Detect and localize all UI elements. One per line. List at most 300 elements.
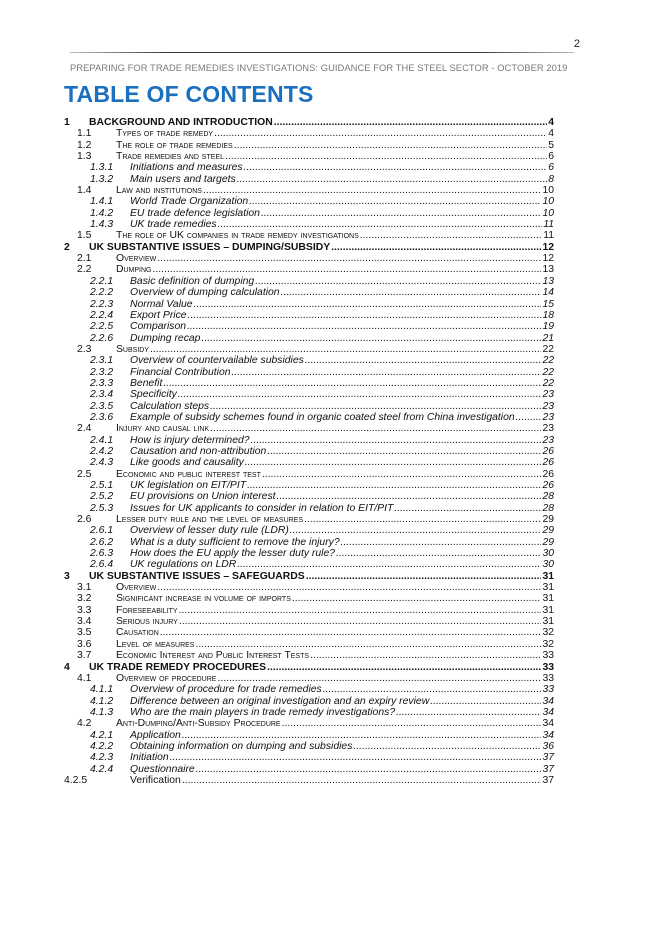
toc-entry-number: 3.2 <box>77 593 92 605</box>
toc-entry-title: The role of trade remedies <box>116 139 233 151</box>
toc-entry-page: 12 <box>542 253 554 265</box>
toc-entry-title: Overview <box>116 253 157 265</box>
toc-entry-title: Causation <box>116 627 159 639</box>
toc-entry-page: 23 <box>542 434 554 446</box>
toc-entry[interactable] <box>64 367 554 378</box>
toc-entry-title: Main users and targets <box>130 173 236 185</box>
dot-leader <box>341 537 542 548</box>
dot-leader <box>225 151 547 162</box>
toc-entry[interactable] <box>64 469 554 480</box>
toc-entry-number: 2.4.2 <box>90 445 114 457</box>
toc-entry-number: 3.6 <box>77 638 92 650</box>
dot-leader <box>196 764 542 775</box>
toc-entry-page: 8 <box>548 173 554 185</box>
toc-entry[interactable] <box>64 174 554 185</box>
toc-entry-number: 2.3.4 <box>90 389 114 401</box>
toc-entry-page: 23 <box>542 389 554 401</box>
toc-entry-page: 22 <box>542 366 554 378</box>
toc-entry-number: 4.2.2 <box>90 740 114 752</box>
toc-entry-number: 1 <box>64 117 70 128</box>
toc-entry-number: 2.5.3 <box>90 502 114 514</box>
toc-entry-page: 37 <box>542 774 554 786</box>
dot-leader <box>247 480 541 491</box>
toc-entry-number: 1.4.3 <box>90 219 114 231</box>
dot-leader <box>234 140 548 151</box>
toc-entry[interactable] <box>64 605 554 616</box>
dot-leader <box>214 128 547 139</box>
dot-leader <box>304 514 541 525</box>
toc-entry-page: 13 <box>542 275 554 287</box>
toc-entry-number: 2.2.6 <box>90 332 114 344</box>
toc-entry-number: 4.1.2 <box>90 695 114 707</box>
dot-leader <box>292 593 542 604</box>
dot-leader <box>310 650 541 661</box>
toc-entry-title: The role of UK companies in trade remedy investigations <box>116 230 359 242</box>
toc-entry-title: UK regulations on LDR <box>130 559 237 571</box>
dot-leader <box>267 662 541 673</box>
toc-entry-title: Financial Contribution <box>130 366 231 378</box>
toc-entry-page: 5 <box>548 139 554 151</box>
toc-entry-title: Dumping recap <box>130 332 201 344</box>
dot-leader <box>290 525 542 536</box>
toc-entry-number: 2.1 <box>77 253 92 265</box>
toc-entry-number: 4.1.3 <box>90 706 114 718</box>
toc-entry-page: 31 <box>542 593 554 605</box>
toc-entry[interactable] <box>64 287 554 298</box>
toc-entry-number: 4.2.4 <box>90 763 114 775</box>
toc-entry-page: 31 <box>542 582 554 594</box>
toc-entry-number: 4 <box>64 661 70 673</box>
toc-entry-title: Specificity <box>130 389 177 401</box>
dot-leader <box>516 412 542 423</box>
dot-leader <box>237 174 548 185</box>
toc-entry-title: Issues for UK applicants to consider in relation to EIT/PIT <box>130 502 394 514</box>
toc-entry-title: How does the EU apply the lesser duty rule? <box>130 548 336 560</box>
toc-entry-number: 1.3 <box>77 151 92 163</box>
toc-entry[interactable] <box>64 752 554 763</box>
toc-entry-title: Overview of lesser duty rule (LDR) <box>130 525 289 537</box>
toc-entry-number: 2.5.2 <box>90 491 114 503</box>
toc-entry[interactable] <box>64 684 554 695</box>
dot-leader <box>170 752 542 763</box>
toc-entry-title: Dumping <box>116 264 152 276</box>
toc-entry-number: 1.4.1 <box>90 196 114 208</box>
toc-entry-number: 2.3 <box>77 343 92 355</box>
toc-entry-number: 2.4.1 <box>90 434 114 446</box>
toc-entry[interactable] <box>64 491 554 502</box>
toc-entry[interactable] <box>64 378 554 389</box>
toc-entry-number: 4.1.1 <box>90 684 114 696</box>
toc-entry[interactable] <box>64 514 554 525</box>
toc-entry-title: Level of measures <box>116 638 195 650</box>
toc-entry[interactable] <box>64 299 554 310</box>
toc-entry-title: EU trade defence legislation <box>130 207 260 219</box>
toc-entry-number: 2 <box>64 241 70 253</box>
toc-entry[interactable] <box>64 503 554 514</box>
toc-entry[interactable] <box>64 457 554 468</box>
toc-entry-page: 23 <box>542 423 554 435</box>
dot-leader <box>360 230 542 241</box>
toc-entry-title: Obtaining information on dumping and subsidies <box>130 740 353 752</box>
toc-title: TABLE OF CONTENTS <box>64 81 314 107</box>
toc-entry-title: Initiation <box>130 752 169 764</box>
toc-entry-title: Anti-Dumping/Anti-Subsidy Procedure <box>116 718 281 730</box>
table-of-contents <box>64 117 554 786</box>
toc-entry-page: 22 <box>542 355 554 367</box>
toc-entry-number: 2.5 <box>77 468 92 480</box>
toc-entry-number: 2.2.5 <box>90 321 114 333</box>
toc-entry[interactable] <box>64 401 554 412</box>
toc-entry[interactable] <box>64 627 554 638</box>
toc-entry-number: 2.3.6 <box>90 411 114 423</box>
toc-entry[interactable] <box>64 639 554 650</box>
toc-entry-page: 10 <box>542 185 554 197</box>
toc-entry-title: BACKGROUND AND INTRODUCTION <box>89 117 273 128</box>
toc-entry-page: 31 <box>542 604 554 616</box>
dot-leader <box>281 287 542 298</box>
toc-entry-page: 26 <box>542 480 554 491</box>
toc-entry-page: 29 <box>542 525 554 537</box>
toc-entry[interactable] <box>64 128 554 139</box>
toc-entry-number: 1.3.2 <box>90 173 114 185</box>
toc-entry-page: 12 <box>542 241 554 253</box>
toc-entry-page: 33 <box>542 650 554 662</box>
toc-entry-title: Causation and non-attribution <box>130 445 267 457</box>
toc-entry-title: Difference between an original investigation and an expiry review <box>130 695 430 707</box>
toc-entry[interactable] <box>64 571 554 582</box>
toc-entry-number: 4.1 <box>77 672 92 684</box>
toc-entry-page: 14 <box>542 287 554 299</box>
toc-entry-page: 34 <box>542 729 554 741</box>
toc-entry-number: 3.3 <box>77 604 92 616</box>
dot-leader <box>179 605 542 616</box>
toc-entry-title: Export Price <box>130 309 187 321</box>
toc-entry[interactable] <box>64 446 554 457</box>
toc-entry-page: 36 <box>542 740 554 752</box>
toc-entry-number: 3.4 <box>77 616 92 628</box>
toc-entry-title: UK legislation on EIT/PIT <box>130 480 247 491</box>
toc-entry[interactable] <box>64 662 554 673</box>
toc-entry-number: 2.5.1 <box>90 480 114 491</box>
running-header: PREPARING FOR TRADE REMEDIES INVESTIGATIONS: GUIDANCE FOR THE STEEL SECTOR - OCTOBER 2019 <box>70 62 568 73</box>
toc-entry[interactable] <box>64 355 554 366</box>
toc-entry-page: 34 <box>542 706 554 718</box>
toc-entry[interactable] <box>64 242 554 253</box>
toc-entry[interactable] <box>64 593 554 604</box>
toc-entry-title: Benefit <box>130 377 163 389</box>
toc-entry[interactable] <box>64 537 554 548</box>
toc-entry-page: 13 <box>542 264 554 276</box>
toc-entry-number: 2.2.2 <box>90 287 114 299</box>
toc-entry-page: 32 <box>542 627 554 639</box>
toc-entry-page: 15 <box>542 298 554 310</box>
toc-entry-title: UK SUBSTANTIVE ISSUES – DUMPING/SUBSIDY <box>89 241 331 253</box>
toc-entry[interactable] <box>64 730 554 741</box>
toc-entry-page: 33 <box>542 661 554 673</box>
toc-entry-number: 2.3.1 <box>90 355 114 367</box>
toc-entry-page: 37 <box>542 763 554 775</box>
toc-entry[interactable] <box>64 559 554 570</box>
toc-entry-page: 33 <box>542 672 554 684</box>
toc-entry-page: 32 <box>542 638 554 650</box>
toc-entry-page: 19 <box>542 321 554 333</box>
header-divider <box>70 52 574 53</box>
toc-entry-page: 33 <box>542 684 554 696</box>
toc-entry[interactable] <box>64 435 554 446</box>
toc-entry[interactable] <box>64 230 554 241</box>
toc-entry[interactable] <box>64 389 554 400</box>
toc-entry[interactable] <box>64 208 554 219</box>
dot-leader <box>201 333 541 344</box>
toc-entry[interactable] <box>64 741 554 752</box>
toc-entry-number: 2.2.4 <box>90 309 114 321</box>
toc-entry-page: 26 <box>542 457 554 469</box>
dot-leader <box>188 310 542 321</box>
toc-entry-title: Law and institutions <box>116 185 202 197</box>
toc-entry-page: 6 <box>548 151 554 163</box>
toc-entry-page: 31 <box>542 616 554 628</box>
toc-entry-title: World Trade Organization <box>130 196 249 208</box>
toc-entry-title: Example of subsidy schemes found in organic coated steel from China investigation <box>130 411 515 423</box>
dot-leader <box>336 548 541 559</box>
toc-entry-page: 29 <box>542 536 554 548</box>
toc-entry-title: Foreseeability <box>116 604 178 616</box>
toc-entry-title: Who are the main players in trade remedy investigations? <box>130 706 396 718</box>
toc-entry[interactable] <box>64 344 554 355</box>
toc-entry-number: 3 <box>64 570 70 582</box>
toc-entry[interactable] <box>64 764 554 775</box>
toc-entry-title: UK trade remedies <box>130 219 217 231</box>
toc-entry-title: How is injury determined? <box>130 434 250 446</box>
toc-entry-number: 2.4.3 <box>90 457 114 469</box>
toc-entry-title: What is a duty sufficient to remove the injury? <box>130 536 340 548</box>
toc-entry[interactable] <box>64 616 554 627</box>
toc-entry[interactable] <box>64 775 554 786</box>
dot-leader <box>203 185 541 196</box>
toc-entry[interactable] <box>64 673 554 684</box>
dot-leader <box>182 730 542 741</box>
toc-entry-number: 4.2.1 <box>90 729 114 741</box>
toc-entry-number: 1.4.2 <box>90 207 114 219</box>
toc-entry-number: 3.1 <box>77 582 92 594</box>
dot-leader <box>430 696 541 707</box>
toc-entry[interactable] <box>64 264 554 275</box>
dot-leader <box>249 196 541 207</box>
toc-entry-page: 28 <box>542 502 554 514</box>
toc-entry-number: 3.7 <box>77 650 92 662</box>
dot-leader <box>157 253 541 264</box>
toc-entry[interactable] <box>64 117 554 128</box>
toc-entry-number: 2.6.4 <box>90 559 114 571</box>
dot-leader <box>306 571 542 582</box>
toc-entry-title: UK TRADE REMEDY PROCEDURES <box>89 661 267 673</box>
toc-entry[interactable] <box>64 321 554 332</box>
toc-entry-title: UK SUBSTANTIVE ISSUES – SAFEGUARDS <box>89 570 305 582</box>
toc-entry[interactable] <box>64 333 554 344</box>
toc-entry[interactable] <box>64 548 554 559</box>
toc-entry-number: 1.2 <box>77 139 92 151</box>
toc-entry[interactable] <box>64 219 554 230</box>
dot-leader <box>194 299 542 310</box>
toc-entry-page: 21 <box>542 332 554 344</box>
toc-entry[interactable] <box>64 650 554 661</box>
dot-leader <box>157 582 541 593</box>
dot-leader <box>178 389 542 400</box>
toc-entry-page: 28 <box>542 491 554 503</box>
dot-leader <box>217 673 541 684</box>
toc-entry[interactable] <box>64 423 554 434</box>
toc-entry-title: Injury and causal link <box>116 423 210 435</box>
toc-entry-page: 31 <box>542 570 554 582</box>
dot-leader <box>245 457 542 468</box>
toc-entry[interactable] <box>64 696 554 707</box>
toc-entry-title: Serious injury <box>116 616 178 628</box>
dot-leader <box>323 684 542 695</box>
dot-leader <box>195 639 541 650</box>
toc-entry-title: Application <box>130 729 181 741</box>
dot-leader <box>394 503 541 514</box>
toc-entry[interactable] <box>64 185 554 196</box>
toc-entry-number: 2.6.1 <box>90 525 114 537</box>
page-number: 2 <box>573 38 580 50</box>
dot-leader <box>179 616 542 627</box>
toc-entry-number: 3.5 <box>77 627 92 639</box>
dot-leader <box>282 718 542 729</box>
toc-entry-number: 2.2.3 <box>90 298 114 310</box>
dot-leader <box>182 775 542 786</box>
toc-entry-page: 34 <box>542 695 554 707</box>
toc-entry[interactable] <box>64 582 554 593</box>
toc-entry[interactable] <box>64 253 554 264</box>
toc-entry[interactable] <box>64 276 554 287</box>
toc-entry-number: 2.6.3 <box>90 548 114 560</box>
toc-entry-title: Overview <box>116 582 157 594</box>
toc-entry[interactable] <box>64 151 554 162</box>
dot-leader <box>187 321 541 332</box>
toc-entry-title: Normal Value <box>130 298 193 310</box>
dot-leader <box>244 162 548 173</box>
toc-entry-title: Calculation steps <box>130 400 210 412</box>
toc-entry-title: EU provisions on Union interest <box>130 491 276 503</box>
toc-entry-page: 26 <box>542 445 554 457</box>
toc-entry-page: 29 <box>542 514 554 526</box>
dot-leader <box>237 559 541 570</box>
toc-entry-title: Economic and public interest test <box>116 468 261 480</box>
dot-leader <box>255 276 541 287</box>
toc-entry-page: 23 <box>542 400 554 412</box>
toc-entry-title: Trade remedies and steel <box>116 151 224 163</box>
dot-leader <box>261 208 541 219</box>
toc-entry-page: 10 <box>542 196 554 208</box>
toc-entry-page: 22 <box>542 343 554 355</box>
dot-leader <box>251 435 542 446</box>
dot-leader <box>277 491 542 502</box>
dot-leader <box>210 401 541 412</box>
dot-leader <box>163 378 541 389</box>
toc-entry-title: Like goods and causality <box>130 457 244 469</box>
dot-leader <box>353 741 541 752</box>
toc-entry-page: 26 <box>542 468 554 480</box>
dot-leader <box>232 367 542 378</box>
dot-leader <box>150 344 541 355</box>
toc-entry-page: 37 <box>542 752 554 764</box>
toc-entry-title: Subsidy <box>116 343 149 355</box>
toc-entry[interactable] <box>64 412 554 423</box>
toc-entry-number: 2.3.5 <box>90 400 114 412</box>
toc-entry[interactable] <box>64 196 554 207</box>
toc-entry-title: Lesser duty rule and the level of measures <box>116 514 304 526</box>
toc-entry[interactable] <box>64 480 554 491</box>
toc-entry-page: 11 <box>543 219 554 231</box>
toc-entry[interactable] <box>64 525 554 536</box>
dot-leader <box>153 264 542 275</box>
toc-entry-number: 2.4 <box>77 423 92 435</box>
toc-entry-page: 23 <box>542 411 554 423</box>
toc-entry-number: 4.2 <box>77 718 92 730</box>
toc-entry-title: Verification <box>130 774 181 786</box>
toc-entry-number: 2.3.3 <box>90 377 114 389</box>
toc-entry[interactable] <box>64 162 554 173</box>
toc-entry-number: 2.6 <box>77 514 92 526</box>
toc-entry-title: Overview of procedure for trade remedies <box>130 684 322 696</box>
dot-leader <box>262 469 542 480</box>
toc-entry-number: 2.3.2 <box>90 366 114 378</box>
toc-entry[interactable] <box>64 310 554 321</box>
toc-entry-page: 18 <box>542 309 554 321</box>
toc-entry-title: Questionnaire <box>130 763 195 775</box>
toc-entry-page: 10 <box>542 207 554 219</box>
dot-leader <box>274 117 547 128</box>
toc-entry[interactable] <box>64 707 554 718</box>
dot-leader <box>396 707 541 718</box>
dot-leader <box>160 627 542 638</box>
toc-entry-page: 22 <box>542 377 554 389</box>
toc-entry-title: Economic Interest and Public Interest Tests <box>116 650 310 662</box>
dot-leader <box>267 446 541 457</box>
toc-entry-title: Overview of dumping calculation <box>130 287 280 299</box>
toc-entry-number: 1.5 <box>77 230 92 242</box>
toc-entry-title: Types of trade remedy <box>116 128 214 140</box>
toc-entry-number: 1.3.1 <box>90 162 114 174</box>
toc-entry-number: 1.4 <box>77 185 92 197</box>
toc-entry-title: Comparison <box>130 321 187 333</box>
toc-entry-number: 2.2 <box>77 264 92 276</box>
toc-entry-title: Overview of countervailable subsidies <box>130 355 304 367</box>
toc-entry-title: Basic definition of dumping <box>130 275 255 287</box>
toc-entry-page: 30 <box>542 548 554 560</box>
toc-entry-page: 11 <box>543 230 554 242</box>
toc-entry-page: 30 <box>542 559 554 571</box>
toc-entry-title: Overview of procedure <box>116 672 217 684</box>
dot-leader <box>218 219 543 230</box>
dot-leader <box>331 242 541 253</box>
toc-entry-number: 1.1 <box>77 128 92 140</box>
toc-entry-page: 34 <box>542 718 554 730</box>
toc-entry-page: 4 <box>548 128 554 140</box>
toc-entry-number: 2.2.1 <box>90 275 114 287</box>
toc-entry-title: Significant increase in volume of imports <box>116 593 291 605</box>
toc-entry-page: 6 <box>548 162 554 174</box>
toc-entry-number: 4.2.3 <box>90 752 114 764</box>
dot-leader <box>210 423 541 434</box>
toc-entry[interactable] <box>64 140 554 151</box>
dot-leader <box>305 355 542 366</box>
toc-entry[interactable] <box>64 718 554 729</box>
toc-entry-number: 4.2.5 <box>64 774 88 786</box>
toc-entry-page: 4 <box>548 117 554 128</box>
toc-entry-number: 2.6.2 <box>90 536 114 548</box>
toc-entry-title: Initiations and measures <box>130 162 243 174</box>
